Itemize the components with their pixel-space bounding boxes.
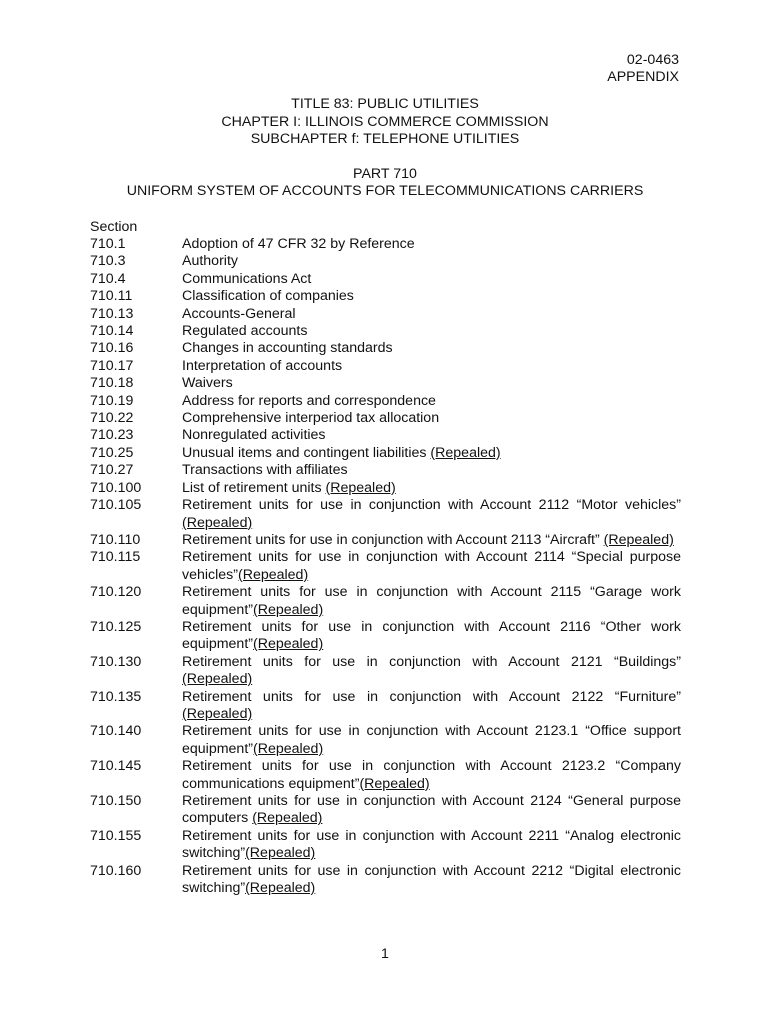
- section-number: 710.150: [90, 793, 142, 809]
- section-title: [182, 549, 681, 584]
- section-number: 710.27: [90, 462, 134, 479]
- repealed-label: (Repealed): [252, 601, 324, 618]
- section-number: 710.3: [90, 253, 126, 270]
- section-title-text: Classification of companies: [182, 288, 354, 305]
- toc-entry: [90, 358, 681, 375]
- toc-entry: [90, 793, 681, 828]
- page-number: 1: [381, 946, 389, 962]
- document-number: 02-0463: [626, 52, 679, 68]
- section-title: [182, 427, 681, 444]
- section-number: 710.140: [90, 723, 142, 740]
- section-title: [182, 462, 681, 479]
- section-number: 710.105: [90, 497, 142, 514]
- section-number: 710.155: [90, 827, 142, 844]
- repealed-label: (Repealed): [252, 810, 323, 827]
- section-title: [182, 619, 681, 654]
- section-number: 710.25: [90, 444, 134, 461]
- section-title: [182, 393, 681, 410]
- repealed-label: (Repealed): [603, 531, 674, 548]
- section-title: [182, 584, 681, 619]
- section-title-text: Authority: [182, 253, 238, 270]
- section-number: 710.17: [90, 357, 134, 374]
- section-title-text: Transactions with affiliates: [182, 462, 348, 479]
- section-title-text: Interpretation of accounts: [182, 357, 343, 374]
- repealed-label: (Repealed): [182, 514, 253, 531]
- section-title-text: Retirement units for use in conjunction with Account 2115 “Garage work equipment”: [182, 584, 681, 618]
- section-title-text: Regulated accounts: [182, 323, 308, 340]
- toc-entry: [90, 462, 681, 479]
- section-number: 710.4: [90, 270, 126, 287]
- section-title: [182, 445, 681, 462]
- section-title-text: Retirement units for use in conjunction with Account 2122 “Furniture”: [182, 688, 681, 705]
- section-title: [182, 288, 681, 305]
- section-number: 710.110: [90, 531, 141, 548]
- section-number: 710.11: [90, 288, 133, 305]
- toc-entry: [90, 340, 681, 357]
- section-title-text: Communications Act: [182, 270, 312, 287]
- section-title-text: Comprehensive interperiod tax allocation: [182, 410, 440, 427]
- section-title: [182, 793, 681, 828]
- repealed-label: (Repealed): [430, 444, 501, 461]
- section-title: [182, 358, 681, 375]
- section-title-text: Changes in accounting standards: [182, 340, 393, 357]
- section-number: 710.125: [90, 618, 142, 635]
- repealed-label: (Repealed): [182, 705, 253, 722]
- section-title: [182, 340, 681, 357]
- toc-entry: [90, 236, 681, 253]
- section-title-text: Address for reports and correspondence: [182, 392, 436, 409]
- toc-entry: [90, 288, 681, 305]
- section-title: [182, 723, 681, 758]
- repealed-label: (Repealed): [245, 880, 316, 897]
- section-title: [182, 271, 681, 288]
- section-number: 710.18: [90, 375, 134, 392]
- section-title: [182, 497, 681, 532]
- toc-entry: [90, 427, 681, 444]
- repealed-label: (Repealed): [359, 775, 430, 792]
- section-title-text: Retirement units for use in conjunction with Account 2211 “Analog electronic switching”: [182, 827, 681, 862]
- section-number: 710.145: [90, 758, 142, 775]
- section-number: 710.1: [90, 236, 126, 252]
- section-title-text: Retirement units for use in conjunction with Account 2114 “Special purpose vehicles”: [182, 549, 681, 583]
- repealed-label: (Repealed): [252, 740, 324, 757]
- toc-entry: [90, 393, 681, 410]
- toc-entry: [90, 619, 681, 654]
- title-heading: TITLE 83: PUBLIC UTILITIES: [291, 96, 479, 112]
- repealed-label: (Repealed): [237, 566, 309, 583]
- toc-entry: [90, 758, 681, 793]
- section-title: [182, 758, 681, 793]
- section-number: 710.120: [90, 584, 142, 601]
- section-title-text: Retirement units for use in conjunction with Account 2124 “General purpose computers: [182, 793, 681, 827]
- section-title-text: Retirement units for use in conjunction with Account 2113 “Aircraft”: [182, 531, 604, 548]
- section-title-text: Waivers: [182, 375, 233, 392]
- section-number: 710.19: [90, 392, 134, 409]
- section-title: [182, 828, 681, 863]
- section-number: 710.135: [90, 688, 142, 705]
- section-number: 710.115: [90, 549, 141, 566]
- section-title: [182, 323, 681, 340]
- toc-entry: [90, 549, 681, 584]
- toc-entry: [90, 654, 681, 689]
- chapter-heading: CHAPTER I: ILLINOIS COMMERCE COMMISSION: [221, 114, 549, 130]
- repealed-label: (Repealed): [252, 636, 324, 653]
- section-title: [182, 532, 681, 549]
- section-title: [182, 689, 681, 724]
- toc-entry: [90, 497, 681, 532]
- toc-entry: [90, 445, 681, 462]
- section-title-text: Retirement units for use in conjunction with Account 2116 “Other work equipment”: [182, 618, 681, 653]
- part-heading: PART 710: [353, 166, 417, 182]
- appendix-label: APPENDIX: [607, 69, 679, 85]
- toc-entry: [90, 584, 681, 619]
- section-title-text: Retirement units for use in conjunction with Account 2123.2 “Company communications equipment”: [182, 758, 681, 792]
- section-number: 710.14: [90, 323, 134, 340]
- toc-entry: [90, 253, 681, 270]
- section-title: [182, 863, 681, 898]
- section-title-text: Retirement units for use in conjunction with Account 2123.1 “Office support equipment”: [182, 723, 681, 757]
- section-title-text: Unusual items and contingent liabilities: [182, 444, 431, 461]
- toc-entry: [90, 723, 681, 758]
- repealed-label: (Repealed): [245, 845, 316, 862]
- toc-entry: [90, 828, 681, 863]
- toc-entry: [90, 410, 681, 427]
- repealed-label: (Repealed): [182, 671, 253, 688]
- toc-entry: [90, 375, 681, 392]
- section-number: 710.22: [90, 410, 134, 427]
- section-title: [182, 375, 681, 392]
- repealed-label: (Repealed): [325, 479, 396, 496]
- toc-entry: [90, 689, 681, 724]
- section-title-text: Retirement units for use in conjunction with Account 2112 “Motor vehicles”: [182, 497, 681, 514]
- section-number: 710.16: [90, 340, 134, 357]
- section-title-text: Accounts-General: [182, 305, 296, 322]
- section-title: [182, 410, 681, 427]
- part-name-heading: UNIFORM SYSTEM OF ACCOUNTS FOR TELECOMMUNICATIONS CARRIERS: [126, 183, 644, 199]
- section-title: [182, 253, 681, 270]
- section-title-text: List of retirement units: [182, 479, 326, 496]
- section-title-text: Retirement units for use in conjunction with Account 2212 “Digital electronic switching”: [182, 862, 681, 897]
- section-title: [182, 654, 681, 689]
- toc-entry: [90, 323, 681, 340]
- section-title-text: Adoption of 47 CFR 32 by Reference: [182, 236, 415, 252]
- section-title-text: Retirement units for use in conjunction with Account 2121 “Buildings”: [182, 653, 681, 670]
- toc-entry: [90, 480, 681, 497]
- section-number: 710.23: [90, 427, 134, 444]
- toc-entry: [90, 271, 681, 288]
- section-column-heading: Section: [90, 219, 138, 235]
- toc-entry: [90, 863, 681, 898]
- section-number: 710.160: [90, 862, 142, 879]
- section-number: 710.130: [90, 653, 142, 670]
- subchapter-heading: SUBCHAPTER f: TELEPHONE UTILITIES: [250, 131, 520, 147]
- section-title: [182, 236, 681, 253]
- toc-entry: [90, 306, 681, 323]
- section-title: [182, 306, 681, 323]
- section-number: 710.100: [90, 479, 142, 496]
- section-title-text: Nonregulated activities: [182, 427, 326, 444]
- table-of-contents: [90, 236, 681, 897]
- section-title: [182, 480, 681, 497]
- toc-entry: [90, 532, 681, 549]
- section-number: 710.13: [90, 305, 134, 322]
